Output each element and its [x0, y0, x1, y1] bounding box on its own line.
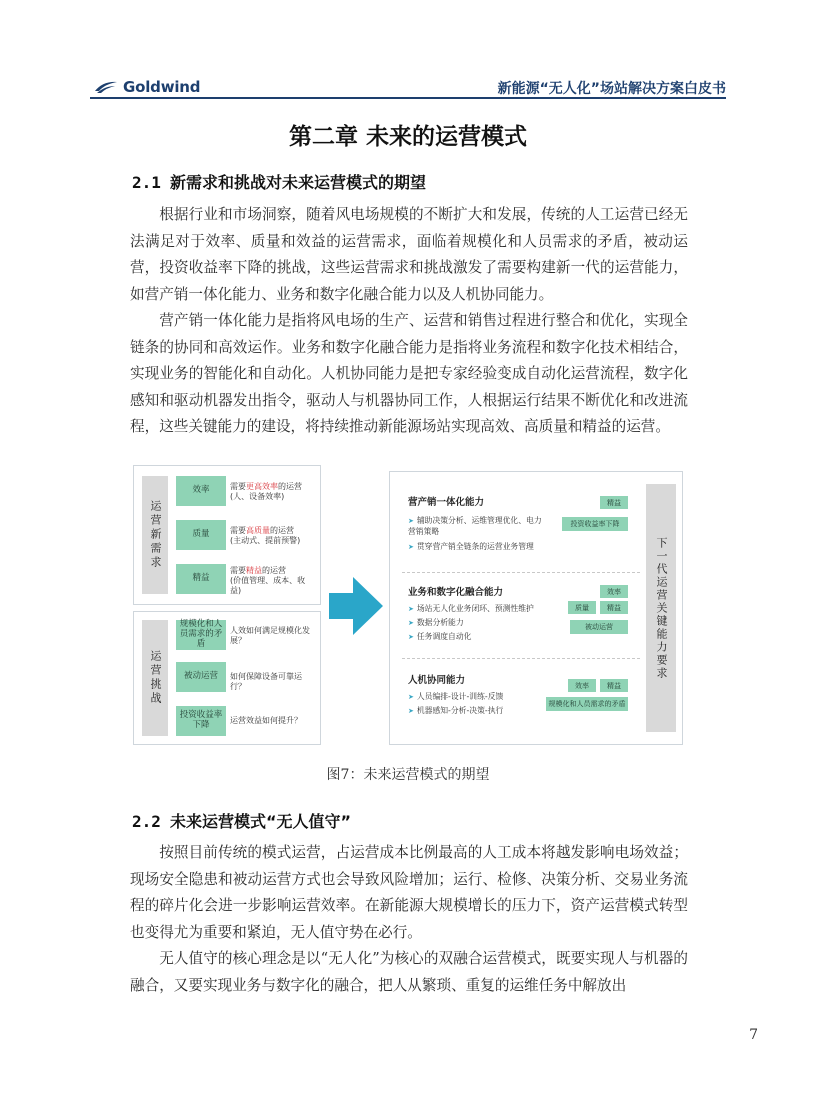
- divider: [402, 572, 640, 574]
- capability-bullet: ➤ 贯穿营产销全链条的运营业务管理: [408, 542, 534, 551]
- capability-tag: 投资收益率下降: [562, 517, 628, 531]
- capability-tag: 规模化和人员需求的矛盾: [546, 697, 628, 711]
- challenge-note: 如何保障设备可靠运行？: [230, 672, 302, 691]
- capability-bullet: ➤ 辅助决策分析、运维管理优化、电力营销策略: [408, 516, 542, 536]
- section-heading-2-1: [132, 170, 426, 193]
- challenges-label: 运营挑战: [149, 650, 162, 706]
- section-number: 2.1: [132, 173, 161, 192]
- need-box: 精益: [176, 564, 226, 594]
- page-number: 7: [749, 1027, 758, 1043]
- paragraph: 根据行业和市场洞察，随着风电场规模的不断扩大和发展，传统的人工运营已经无法满足对于效率、质量和效益的运营需求，面临着规模化和人员需求的矛盾，被动运营，投资收益率下降的挑战，这些运营需求和挑战激发了需要构建新一代的运营能力，如营产销一体化能力、业务和数字化融合能力以及人机协同能力。: [130, 206, 688, 303]
- paragraph: 无人值守的核心理念是以“无人化”为核心的双融合运营模式，既要实现人与机器的融合，又要实现业务与数字化的融合，把人从繁琐、重复的运维任务中解放出: [130, 950, 688, 994]
- challenge-box: 投资收益率下降: [176, 706, 226, 736]
- capability-tag: 效率: [568, 679, 596, 692]
- capability-label: 下一代运营关键能力要求: [655, 536, 668, 680]
- section-title: 未来运营模式“无人值守”: [170, 812, 352, 831]
- capability-tag: 精益: [600, 679, 628, 692]
- operation-challenges-panel: [133, 611, 321, 745]
- capability-title: 营产销一体化能力: [408, 497, 485, 508]
- capability-tag: 质量: [568, 601, 596, 614]
- capability-bullet: ➤ 机器感知-分析-决策-执行: [408, 706, 504, 715]
- right-arrow-icon: [329, 577, 383, 635]
- need-box: 效率: [176, 476, 226, 506]
- need-note: 需要更高效率的运营 (人、设备效率): [230, 482, 302, 501]
- challenges-label-box: [142, 620, 168, 736]
- section-number: 2.2: [132, 812, 161, 831]
- capability-tag: 效率: [600, 585, 628, 598]
- capability-title: 人机协同能力: [408, 675, 466, 686]
- need-note: 需要精益的运营 (价值管理、成本、收益): [230, 566, 306, 595]
- capability-bullet: ➤ 人员编排-设计-训练-反馈: [408, 692, 504, 701]
- operation-new-needs-panel: [133, 465, 321, 605]
- new-needs-label-box: [142, 476, 168, 594]
- section-title: 新需求和挑战对未来运营模式的期望: [170, 173, 427, 192]
- capability-requirements-panel: [389, 471, 683, 745]
- goldwind-logo: [93, 76, 200, 98]
- capability-bullet: ➤ 任务调度自动化: [408, 632, 472, 641]
- paragraph: 按照目前传统的模式运营，占运营成本比例最高的人工成本将越发影响电场效益；现场安全隐患和被动运营方式也会导致风险增加；运行、检修、决策分析、交易业务流程的碎片化会进一步影响运营效率。在新能源大规模增长的压力下，资产运营模式转型也变得尤为重要和紧迫，无人值守势在必行。: [130, 844, 688, 941]
- figure-7: [133, 465, 683, 745]
- challenge-note: 运营效益如何提升？: [230, 716, 302, 725]
- document-title: 新能源“无人化”场站解决方案白皮书: [497, 81, 726, 97]
- divider: [402, 658, 640, 660]
- new-needs-label: 运营新需求: [149, 500, 162, 570]
- challenge-box: 规模化和人员需求的矛盾: [176, 620, 226, 650]
- challenge-box: 被动运营: [176, 662, 226, 692]
- capability-bullet: ➤ 数据分析能力: [408, 618, 464, 627]
- need-box: 质量: [176, 520, 226, 550]
- logo-text: Goldwind: [123, 78, 201, 96]
- header-rule: [90, 97, 726, 99]
- need-note: 需要高质量的运营 (主动式、提前预警): [230, 526, 301, 545]
- capability-tag: 精益: [600, 496, 628, 509]
- challenge-note: 人效如何满足规模化发展？: [230, 626, 310, 645]
- goldwind-swoosh-icon: [93, 79, 119, 95]
- figure-caption: 图7：未来运营模式的期望: [326, 767, 490, 783]
- capability-tag: 被动运营: [570, 620, 628, 634]
- capability-bullet: ➤ 场站无人化业务闭环、预测性维护: [408, 604, 534, 613]
- capability-label-box: [646, 484, 676, 732]
- capability-title: 业务和数字化融合能力: [408, 587, 504, 598]
- section-heading-2-2: [132, 809, 351, 832]
- capability-tag: 精益: [600, 601, 628, 614]
- chapter-title: 第二章 未来的运营模式: [288, 124, 527, 150]
- paragraph: 营产销一体化能力是指将风电场的生产、运营和销售过程进行整合和优化，实现全链条的协同和高效运作。业务和数字化融合能力是指将业务流程和数字化技术相结合，实现业务的智能化和自动化。人机协同能力是把专家经验变成自动化运营流程，数字化感知和驱动机器发出指令，驱动人与机器协同工作，人根据运行结果不断优化和改进流程，这些关键能力的建设，将持续推动新能源场站实现高效、高质量和精益的运营。: [130, 312, 688, 435]
